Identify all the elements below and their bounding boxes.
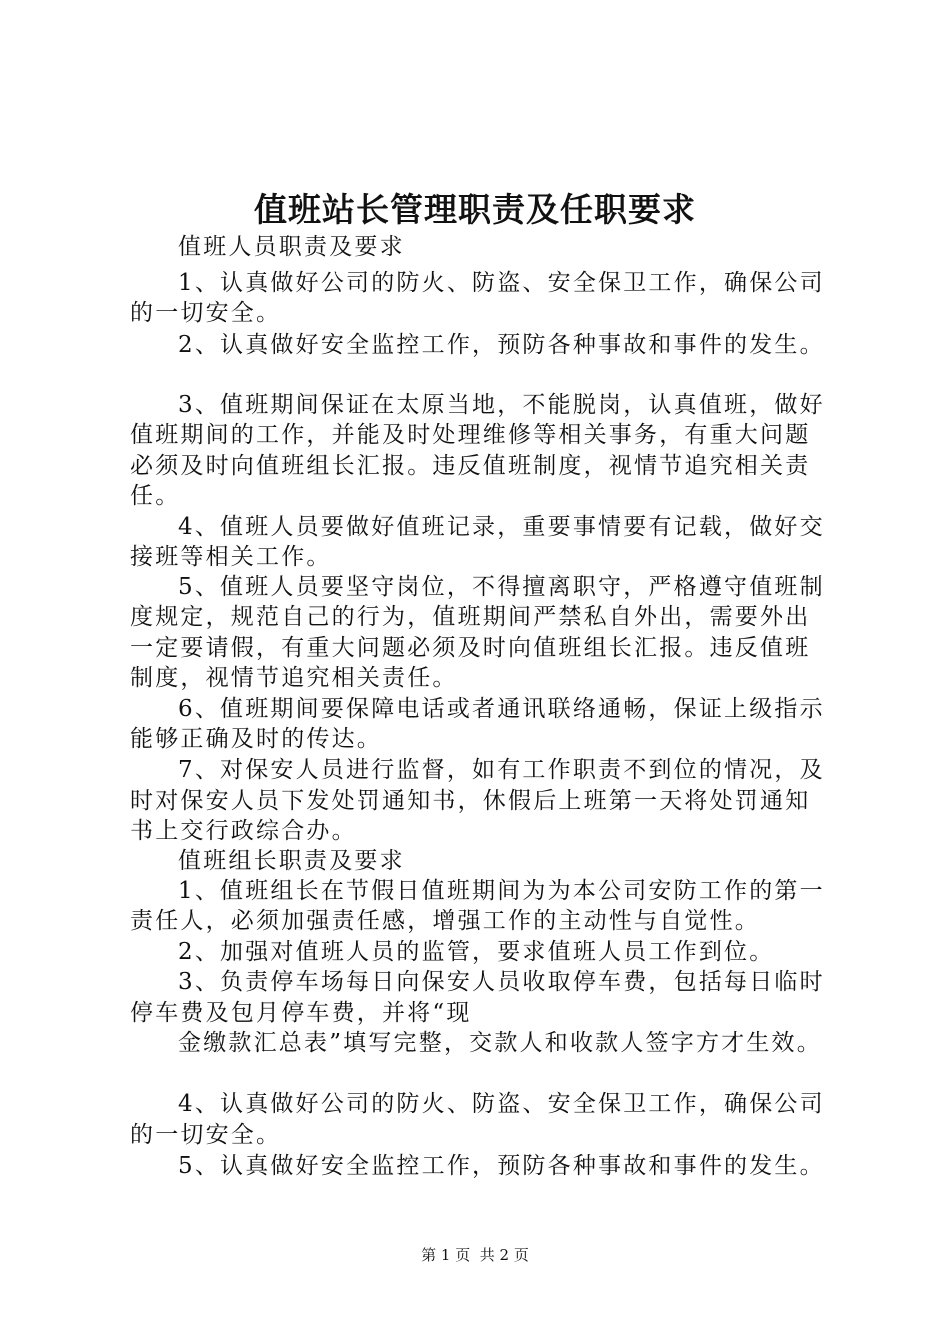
text-line: 的一切安全。	[130, 300, 282, 326]
text-line: 能够正确及时的传达。	[130, 726, 382, 752]
text-line: 1、认真做好公司的防火、防盗、安全保卫工作，确保公司	[178, 270, 825, 296]
text-line: 任。	[130, 483, 181, 509]
text-line: 3、值班期间保证在太原当地，不能脱岗，认真值班，做好	[178, 392, 825, 418]
text-line: 制度，视情节追究相关责任。	[130, 665, 458, 691]
text-line: 停车费及包月停车费，并将“现	[130, 1000, 472, 1026]
text-line: 必须及时向值班组长汇报。违反值班制度，视情节追究相关责	[130, 453, 811, 479]
text-line: 6、值班期间要保障电话或者通讯联络通畅，保证上级指示	[178, 696, 825, 722]
text-line: 书上交行政综合办。	[130, 818, 357, 844]
text-line: 2、认真做好安全监控工作，预防各种事故和事件的发生。	[178, 332, 825, 358]
text-line: 值班期间的工作，并能及时处理维修等相关事务，有重大问题	[130, 422, 811, 448]
text-line: 度规定，规范自己的行为，值班期间严禁私自外出，需要外出	[130, 604, 811, 630]
text-line: 一定要请假，有重大问题必须及时向值班组长汇报。违反值班	[130, 635, 811, 661]
text-line: 责任人，必须加强责任感，增强工作的主动性与自觉性。	[130, 908, 760, 934]
text-line: 4、认真做好公司的防火、防盗、安全保卫工作，确保公司	[178, 1091, 825, 1117]
section-heading: 值班人员职责及要求	[178, 234, 405, 260]
text-line: 5、认真做好安全监控工作，预防各种事故和事件的发生。	[178, 1153, 825, 1179]
text-line: 时对保安人员下发处罚通知书，休假后上班第一天将处罚通知	[130, 788, 811, 814]
page-number-footer: 第 1 页 共 2 页	[421, 1246, 529, 1264]
text-line: 4、值班人员要做好值班记录，重要事情要有记载，做好交	[178, 514, 825, 540]
text-line: 7、对保安人员进行监督，如有工作职责不到位的情况，及	[178, 757, 825, 783]
text-line: 接班等相关工作。	[130, 544, 332, 570]
section-heading: 值班组长职责及要求	[178, 848, 405, 874]
text-line: 3、负责停车场每日向保安人员收取停车费，包括每日临时	[178, 969, 825, 995]
page-title: 值班站长管理职责及任职要求	[254, 190, 696, 229]
text-line: 金缴款汇总表”填写完整，交款人和收款人签字方才生效。	[178, 1030, 822, 1056]
text-line: 的一切安全。	[130, 1122, 282, 1148]
text-line: 5、值班人员要坚守岗位，不得擅离职守，严格遵守值班制	[178, 574, 825, 600]
text-line: 1、值班组长在节假日值班期间为为本公司安防工作的第一	[178, 878, 825, 904]
text-line: 2、加强对值班人员的监管，要求值班人员工作到位。	[178, 939, 775, 965]
